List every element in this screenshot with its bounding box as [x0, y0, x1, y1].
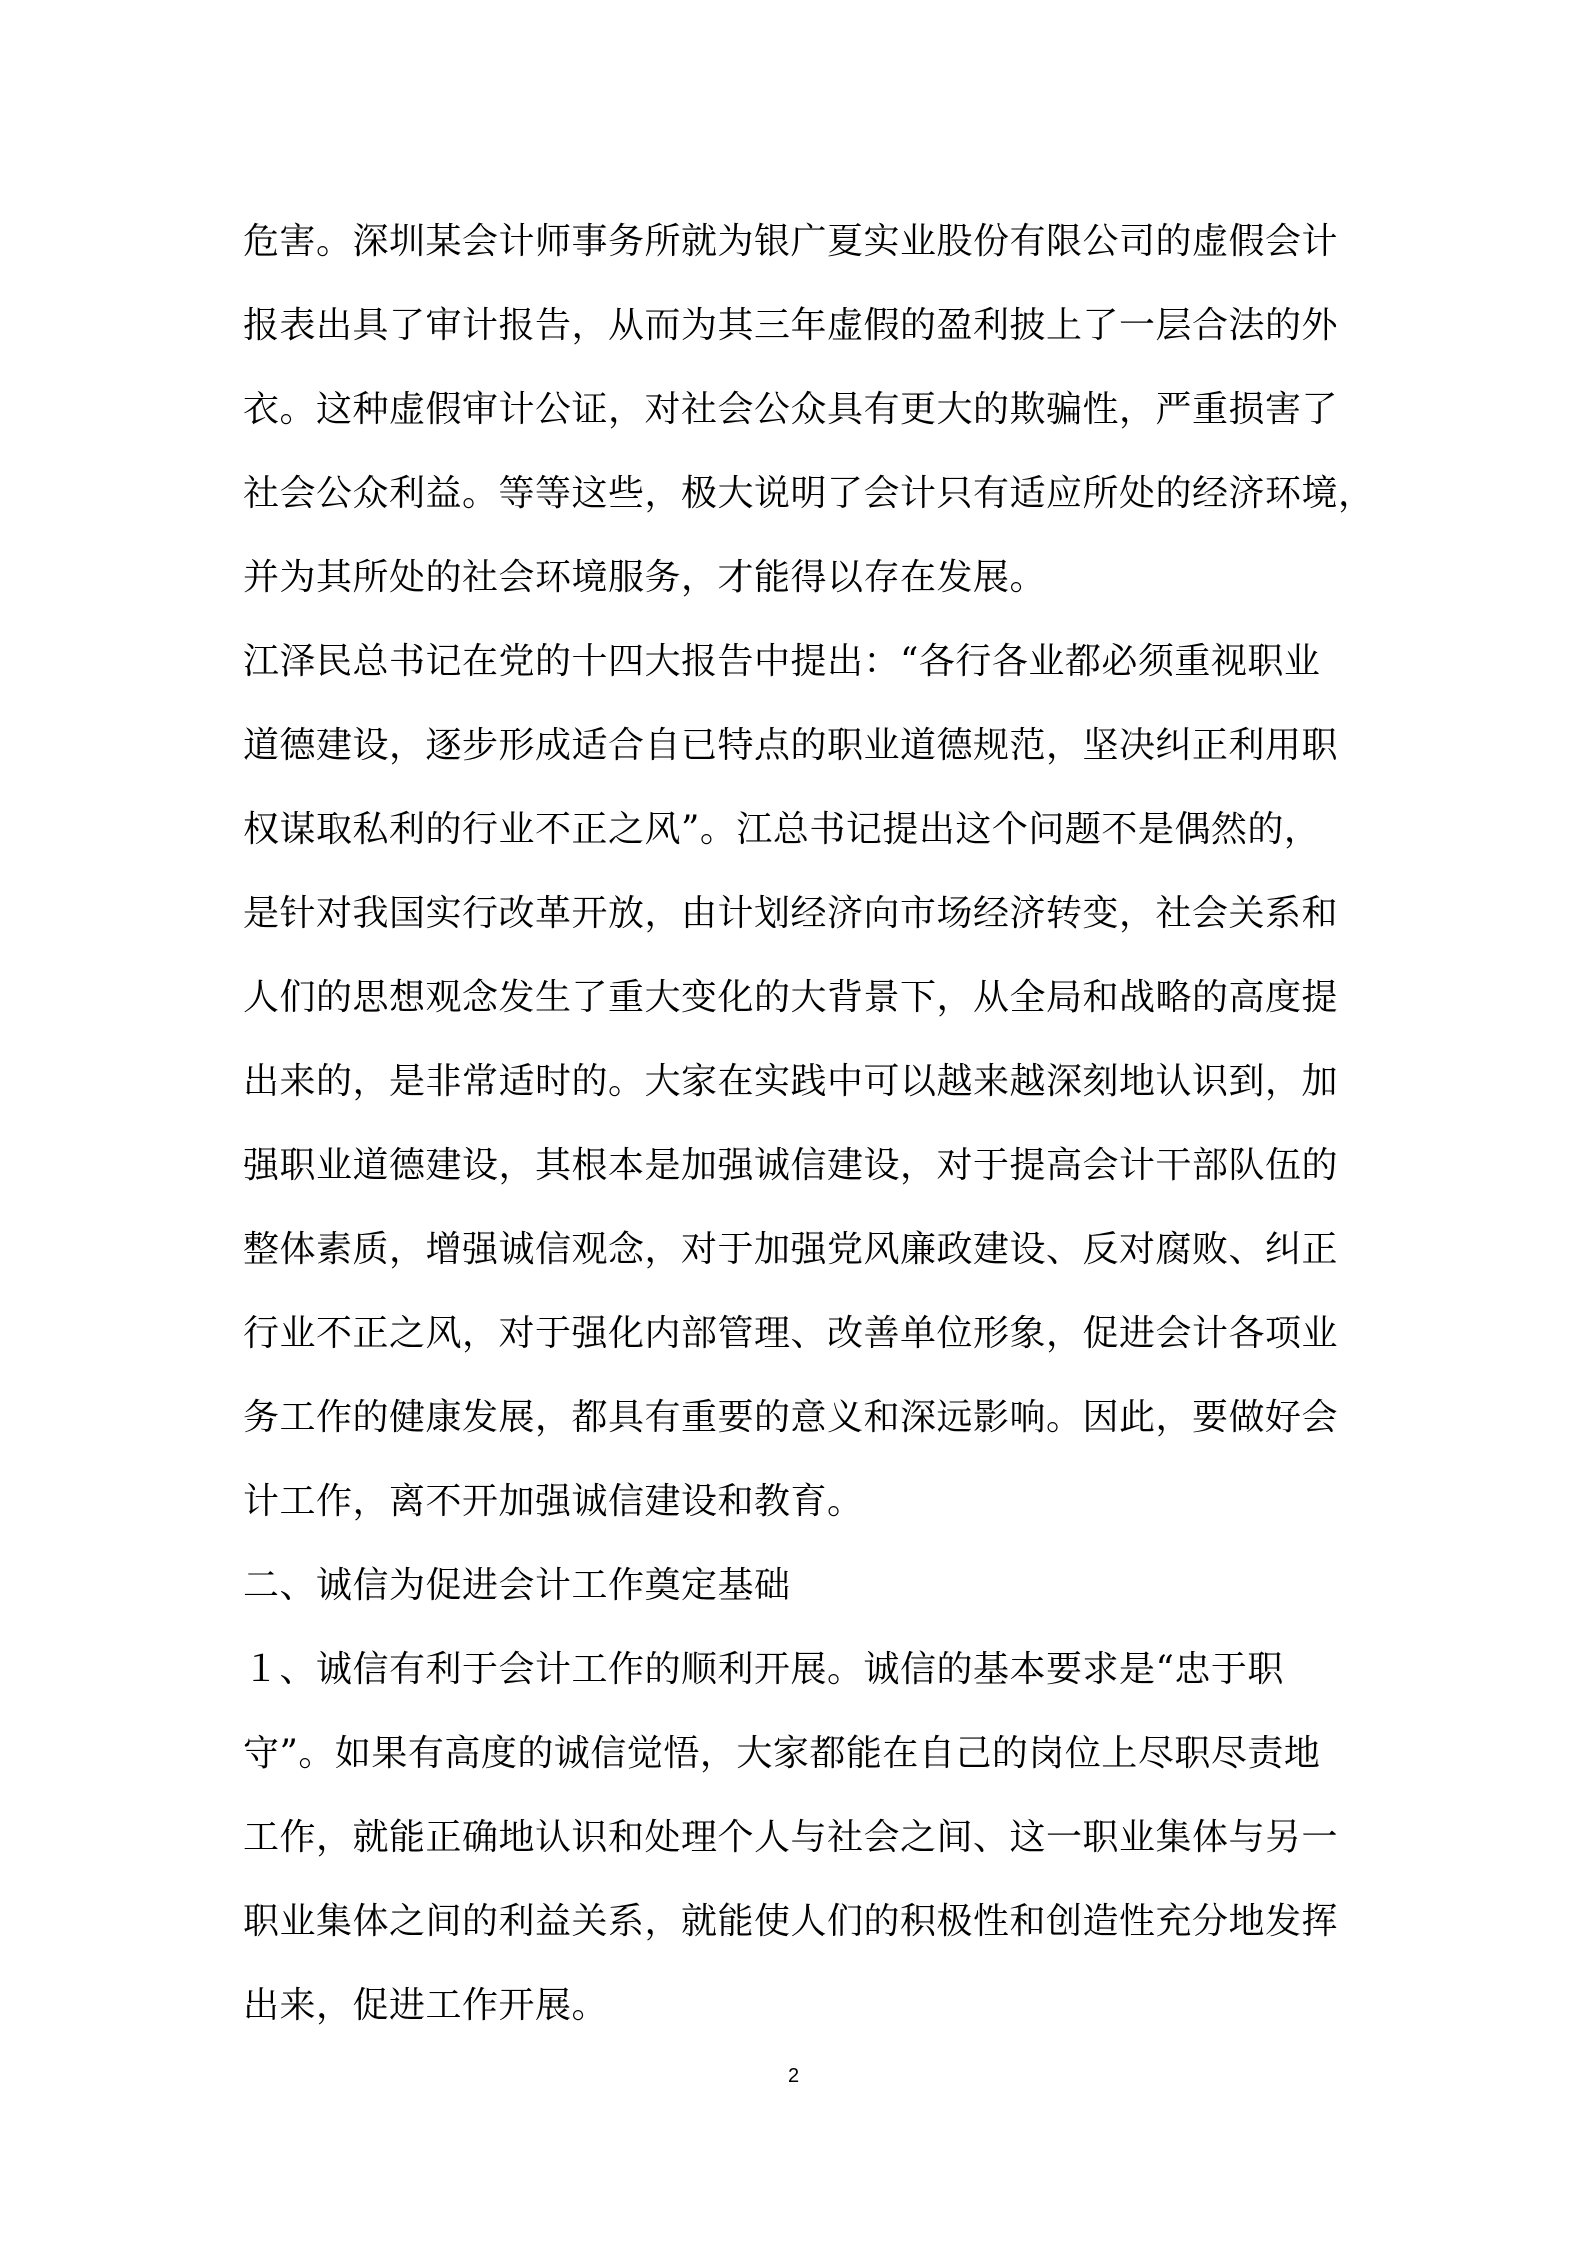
document-body	[243, 200, 1375, 2048]
text-line: 强职业道德建设，其根本是加强诚信建设，对于提高会计干部队伍的	[243, 1145, 1339, 1186]
text-line: 人们的思想观念发生了重大变化的大背景下，从全局和战略的高度提	[243, 977, 1339, 1018]
text-line: 守”。如果有高度的诚信觉悟，大家都能在自己的岗位上尽职尽责地	[243, 1733, 1321, 1774]
text-line: 整体素质，增强诚信观念，对于加强党风廉政建设、反对腐败、纠正	[243, 1229, 1339, 1270]
section-heading: 二、诚信为促进会计工作奠定基础	[243, 1565, 791, 1606]
text-line: 务工作的健康发展，都具有重要的意义和深远影响。因此，要做好会	[243, 1397, 1339, 1438]
text-line: 江泽民总书记在党的十四大报告中提出：“各行各业都必须重视职业	[243, 641, 1321, 682]
text-line: 社会公众利益。等等这些，极大说明了会计只有适应所处的经济环境，	[243, 473, 1375, 514]
text-line: 出来，促进工作开展。	[243, 1985, 609, 2026]
text-line: 职业集体之间的利益关系，就能使人们的积极性和创造性充分地发挥	[243, 1901, 1339, 1942]
page-number: 2	[787, 2065, 800, 2087]
text-line: 计工作，离不开加强诚信建设和教育。	[243, 1481, 864, 1522]
text-line: 工作，就能正确地认识和处理个人与社会之间、这一职业集体与另一	[243, 1817, 1339, 1858]
text-line: 报表出具了审计报告，从而为其三年虚假的盈利披上了一层合法的外	[243, 305, 1339, 346]
text-line: 危害。深圳某会计师事务所就为银广夏实业股份有限公司的虚假会计	[243, 221, 1339, 262]
text-line: 道德建设，逐步形成适合自已特点的职业道德规范，坚决纠正利用职	[243, 725, 1339, 766]
text-line: 是针对我国实行改革开放，由计划经济向市场经济转变，社会关系和	[243, 893, 1339, 934]
text-line: 权谋取私利的行业不正之风”。江总书记提出这个问题不是偶然的，	[243, 809, 1321, 850]
text-line: 出来的，是非常适时的。大家在实践中可以越来越深刻地认识到，加	[243, 1061, 1339, 1102]
text-line: 并为其所处的社会环境服务，才能得以存在发展。	[243, 557, 1047, 598]
text-line: 行业不正之风，对于强化内部管理、改善单位形象，促进会计各项业	[243, 1313, 1339, 1354]
text-line: 衣。这种虚假审计公证，对社会公众具有更大的欺骗性，严重损害了	[243, 389, 1339, 430]
text-line: １、诚信有利于会计工作的顺利开展。诚信的基本要求是“忠于职	[243, 1649, 1284, 1690]
